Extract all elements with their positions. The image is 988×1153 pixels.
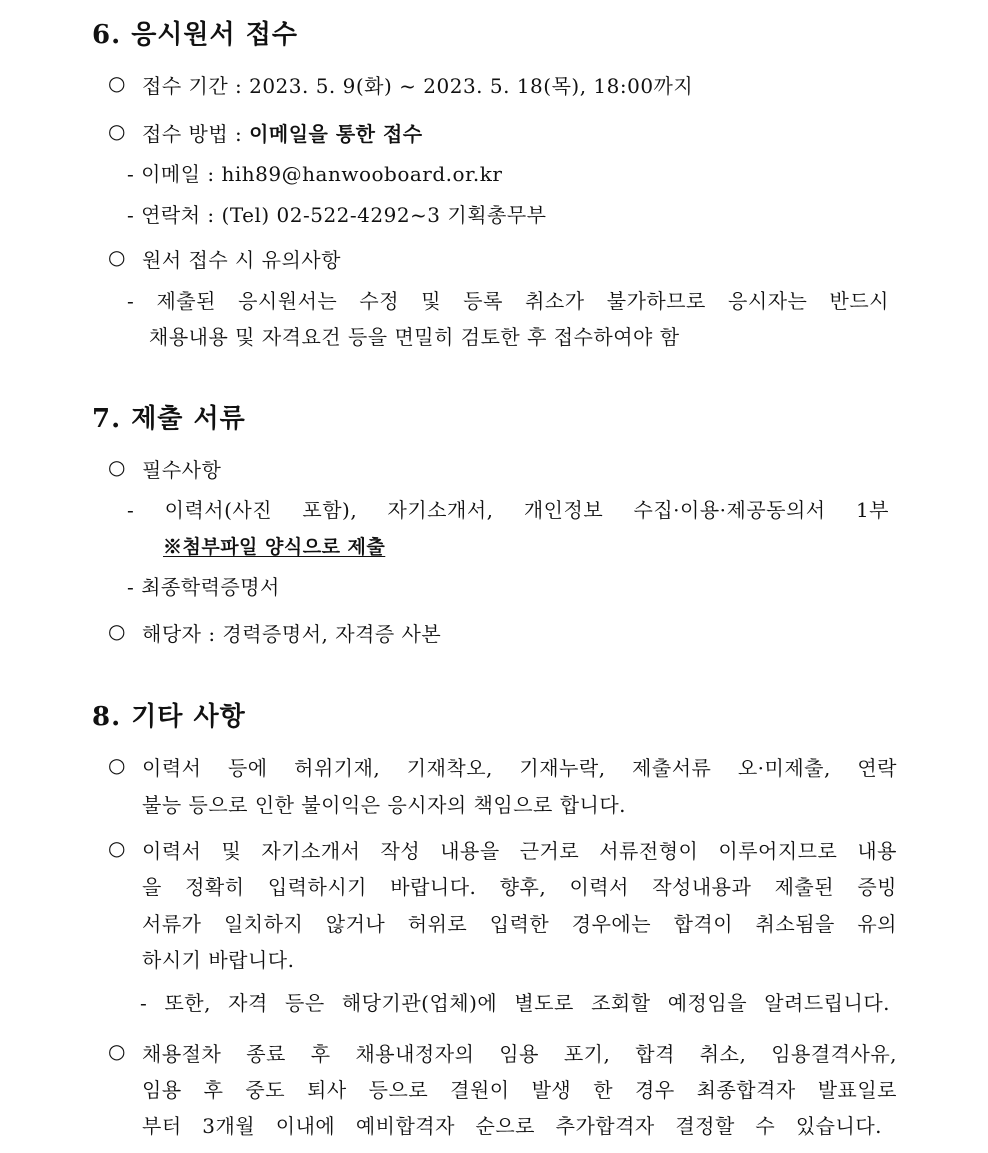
- method-value: 이메일을 통한 접수: [249, 122, 423, 146]
- notice-line: - 제출된 응시원서는 수정 및 등록 취소가 불가하므로 응시자는 반드시: [127, 289, 889, 313]
- applicable-documents: 해당자 : 경력증명서, 자격증 사본: [142, 622, 442, 646]
- section-8-title: 8. 기타 사항: [92, 702, 246, 732]
- section-6-title: 6. 응시원서 접수: [92, 20, 298, 50]
- required-documents: - 최종학력증명서: [127, 575, 280, 599]
- other-item: 임용 후 중도 퇴사 등으로 결원이 발생 한 경우 최종합격자 발표일로: [142, 1078, 897, 1102]
- other-item: 을 정확히 입력하시기 바랍니다. 향후, 이력서 작성내용과 제출된 증빙: [142, 875, 897, 899]
- other-item-sub: - 또한, 자격 등은 해당기관(업체)에 별도로 조회할 예정임을 알려드립니다.: [140, 991, 890, 1015]
- attachment-note: ※첨부파일 양식으로 제출: [163, 536, 386, 558]
- bullet-icon: ○: [108, 619, 126, 643]
- other-item: 부터 3개월 이내에 예비합격자 순으로 추가합격자 결정할 수 있습니다.: [142, 1114, 882, 1138]
- section-7-title: 7. 제출 서류: [92, 404, 246, 434]
- application-method: [142, 118, 423, 147]
- other-item: 서류가 일치하지 않거나 허위로 입력한 경우에는 합격이 취소됨을 유의: [142, 912, 897, 936]
- other-item: 채용절차 종료 후 채용내정자의 임용 포기, 합격 취소, 임용결격사유,: [142, 1042, 897, 1066]
- contact-phone: - 연락처 : (Tel) 02-522-4292~3 기획총무부: [127, 203, 547, 227]
- notice-line: 채용내용 및 자격요건 등을 면밀히 검토한 후 접수하여야 함: [149, 325, 680, 349]
- bullet-icon: ○: [108, 119, 126, 143]
- notice-title: 원서 접수 시 유의사항: [142, 248, 341, 272]
- bullet-icon: ○: [108, 455, 126, 479]
- other-item: 이력서 등에 허위기재, 기재착오, 기재누락, 제출서류 오·미제출, 연락: [142, 756, 897, 780]
- other-item: 불능 등으로 인한 불이익은 응시자의 책임으로 합니다.: [142, 793, 627, 817]
- required-documents: - 이력서(사진 포함), 자기소개서, 개인정보 수집·이용·제공동의서 1부: [127, 498, 889, 522]
- application-period: 접수 기간 : 2023. 5. 9(화) ~ 2023. 5. 18(목), 18:00까지: [142, 74, 694, 98]
- required-title: 필수사항: [142, 458, 222, 482]
- method-label: 접수 방법 :: [142, 122, 250, 146]
- contact-email: - 이메일 : hih89@hanwooboard.or.kr: [127, 162, 503, 186]
- bullet-icon: ○: [108, 1039, 126, 1063]
- other-item: 하시기 바랍니다.: [142, 948, 295, 972]
- bullet-icon: ○: [108, 71, 126, 95]
- bullet-icon: ○: [108, 753, 126, 777]
- other-item: 이력서 및 자기소개서 작성 내용을 근거로 서류전형이 이루어지므로 내용: [142, 839, 897, 863]
- bullet-icon: ○: [108, 245, 126, 269]
- bullet-icon: ○: [108, 836, 126, 860]
